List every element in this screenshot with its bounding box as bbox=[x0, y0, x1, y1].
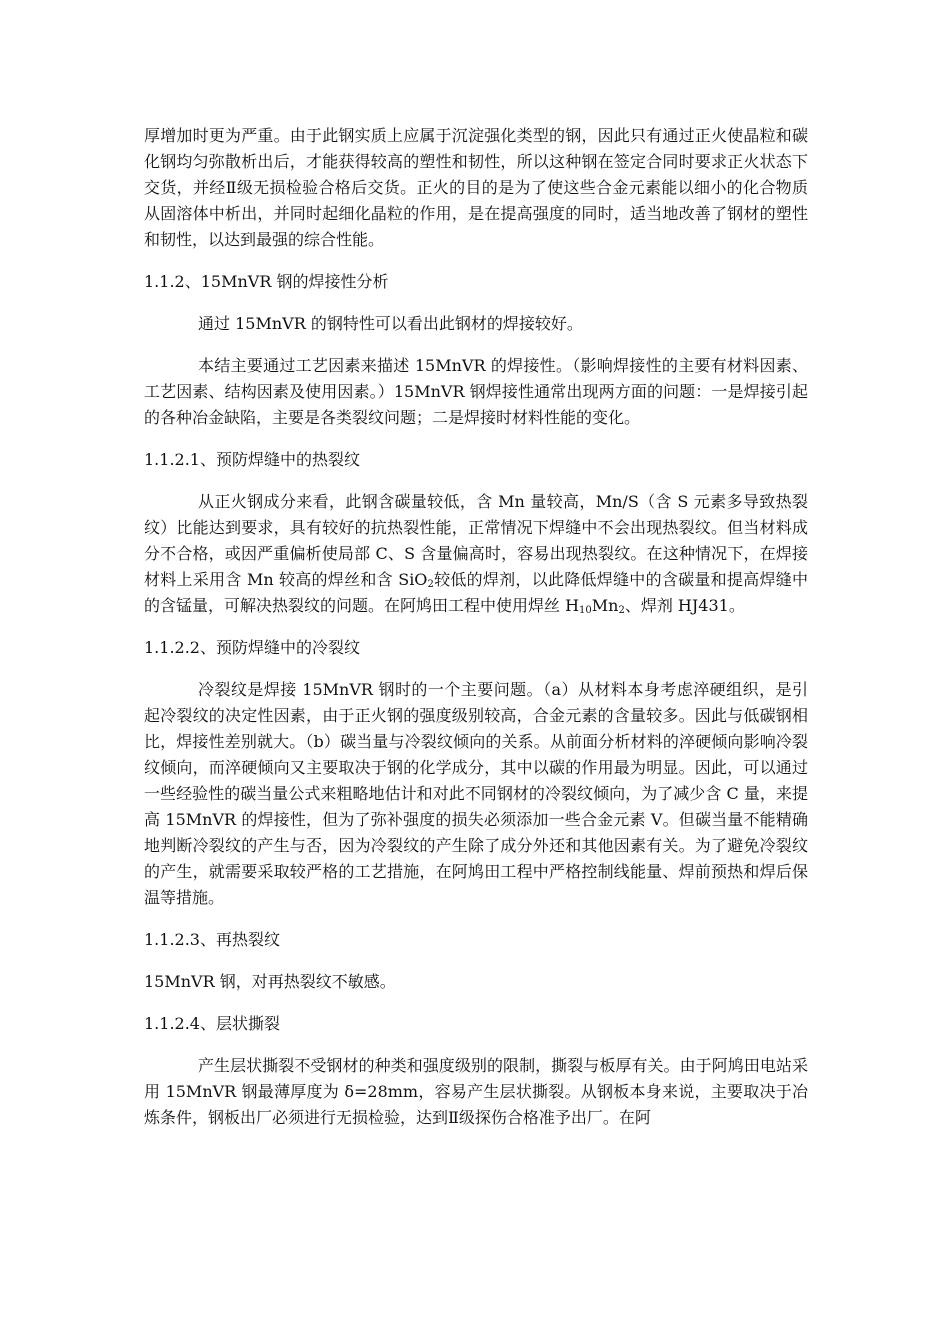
paragraph-steel-normalizing: 厚增加时更为严重。由于此钢实质上应属于沉淀强化类型的钢，因此只有通过正火使晶粒和碳化钢均匀弥散析出后，才能获得较高的塑性和韧性，所以这种钢在签定合同时要求正火状态下交货，并经Ⅱ级无损检验合格后交货。正火的目的是为了使这些合金元素能以细小的化合物质从固溶体中析出，并同时起细化晶粒的作用，是在提高强度的同时，适当地改善了钢材的塑性和韧性，以达到最强的综合性能。 bbox=[144, 126, 808, 249]
document-body bbox=[144, 123, 808, 1131]
heading-1-1-2-4: 1.1.2.4、层状撕裂 bbox=[144, 1014, 280, 1033]
paragraph-weldability-intro: 通过 15MnVR 的钢特性可以看出此钢材的焊接较好。 bbox=[198, 314, 583, 333]
paragraph-weldability-factors: 本结主要通过工艺因素来描述 15MnVR 的焊接性。（影响焊接性的主要有材料因素、工艺因素、结构因素及使用因素。）15MnVR 钢焊接性通常出现两方面的问题：一是焊接引起的各种冶金缺陷，主要是各类裂纹问题；二是焊接时材料性能的变化。 bbox=[144, 356, 808, 427]
heading-1-1-2-3: 1.1.2.3、再热裂纹 bbox=[144, 930, 280, 949]
heading-1-1-2-2: 1.1.2.2、预防焊缝中的冷裂纹 bbox=[144, 638, 360, 657]
subscript: 2 bbox=[618, 605, 625, 616]
subscript: 2 bbox=[427, 579, 434, 590]
text-run: 、焊剂 HJ431。 bbox=[624, 596, 745, 615]
text-run: Mn bbox=[591, 596, 619, 615]
text-run: 较低的焊剂，以此降低焊缝中的含碳量和提高焊缝中的含锰量，可解决热裂纹的问题。在阿鸠田工程中使用焊丝 H bbox=[144, 570, 808, 615]
paragraph-cold-crack: 冷裂纹是焊接 15MnVR 钢时的一个主要问题。（a）从材料本身考虑淬硬组织，是引起冷裂纹的决定性因素，由于正火钢的强度级别较高，合金元素的含量较多。因此与低碳钢相比，焊接性差别就大。（b）碳当量与冷裂纹倾向的关系。从前面分析材料的淬硬倾向影响冷裂纹倾向，而淬硬倾向又主要取决于钢的化学成分，其中以碳的作用最为明显。因此，可以通过一些经验性的碳当量公式来粗略地估计和对此不同钢材的冷裂纹倾向，为了减少含 C 量，来提高 15MnVR 的焊接性，但为了弥补强度的损失必须添加一些合金元素 V。但碳当量不能精确地判断冷裂纹的产生与否，因为冷裂纹的产生除了成分外还和其他因素有关。为了避免冷裂纹的产生，就需要采取较严格的工艺措施，在阿鸠田工程中严格控制线能量、焊前预热和焊后保温等措施。 bbox=[144, 680, 808, 907]
text-run: 从正火钢成分来看，此钢含碳量较低，含 Mn 量较高，Mn/S（含 S 元素多导致热裂纹）比能达到要求，具有较好的抗热裂性能，正常情况下焊缝中不会出现热裂纹。但当材料成分不合格，或因严重偏析使局部 C、S 含量偏高时，容易出现热裂纹。在这种情况下，在焊接材料上采用含 Mn 较高的焊丝和含 SiO bbox=[144, 492, 808, 589]
heading-1-1-2: 1.1.2、15MnVR 钢的焊接性分析 bbox=[144, 272, 389, 291]
subscript: 10 bbox=[579, 605, 592, 616]
heading-1-1-2-1: 1.1.2.1、预防焊缝中的热裂纹 bbox=[144, 450, 360, 469]
paragraph-reheat-crack: 15MnVR 钢，对再热裂纹不敏感。 bbox=[144, 972, 396, 991]
paragraph-hot-crack bbox=[144, 489, 808, 619]
paragraph-lamellar-tearing: 产生层状撕裂不受钢材的种类和强度级别的限制，撕裂与板厚有关。由于阿鸠田电站采用 15MnVR 钢最薄厚度为 δ=28mm，容易产生层状撕裂。从钢板本身来说，主要取决于冶炼条件，钢板出厂必须进行无损检验，达到Ⅱ级探伤合格准予出厂。在阿 bbox=[144, 1056, 808, 1127]
